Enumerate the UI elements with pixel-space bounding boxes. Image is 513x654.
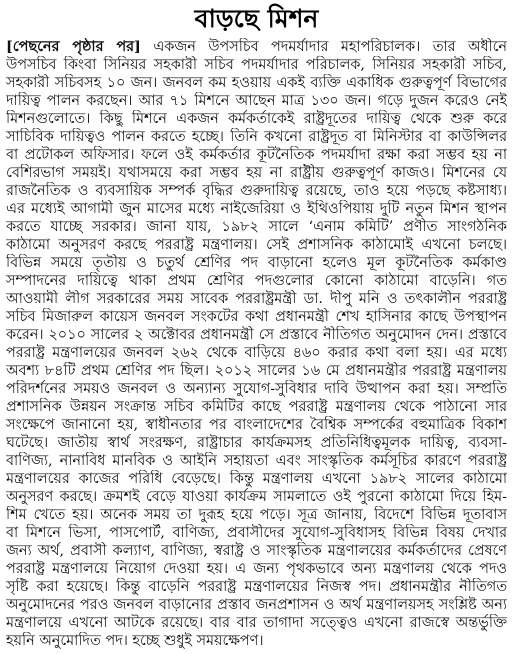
article-line	[6, 344, 507, 362]
article-line	[6, 416, 507, 434]
article-line	[6, 380, 507, 398]
article-line-text: সাচিবিক দায়িত্বও পালন করতে হচ্ছে। তিনি কখনো রাষ্ট্রদূত বা মিনিস্টার বা কাউন্সিলর	[6, 129, 507, 145]
article-line-text: এর মধ্যেই আগামী জুন মাসের মধ্যে নাইজেরিয়া ও ইথিওপিয়ায় দুটি নতুন মিশন স্থাপন	[6, 201, 507, 217]
article-line	[6, 542, 507, 560]
article-line	[6, 560, 507, 578]
article-line	[6, 164, 507, 182]
article-line-text: মন্ত্রণালয়ে এখনো আটকে রয়েছে। বার বার তাগাদা সত্ত্বেও এখনো রাজস্বে অন্তর্ভুক্তি	[6, 615, 507, 631]
article-line-text: দায়িত্ব পালন করছেন। আর ৭১ মিশনে আছেন মাত্র ১৩০ জন। গড়ে দুজন করেও নেই	[6, 93, 507, 109]
continuation-label: [পেছনের পৃষ্ঠার পর]	[6, 38, 141, 55]
article-line-text: করেন। ২০১০ সালের ২ অক্টোবর প্রধানমন্ত্রী সে প্রস্তাবে নীতিগত অনুমোদন দেন। প্রস্তাবে	[6, 327, 507, 343]
article-line-text: করতে যাচ্ছে সরকার। জানা যায়, ১৯৮২ সালে ‘এনাম কমিটি’ প্রণীত সাংগঠনিক	[6, 219, 507, 235]
article-line	[6, 326, 507, 344]
article-line-text: উপসচিব কিংবা সিনিয়র সহকারী সচিব পদমর্যাদার পরিচালক, সিনিয়র সহকারী সচিব,	[6, 57, 507, 73]
article-line	[6, 596, 507, 614]
article-line	[6, 524, 507, 542]
article-line-text: সম্পাদনের দায়িত্বে থাকা প্রথম শ্রেণির পদগুলোর কোনো কাঠামো বাড়েনি। গত	[6, 273, 507, 289]
article-line-text: সহকারী সচিবসহ ১০ জন। জনবল কম হওয়ায় একই ব্যক্তি একাধিক গুরুত্বপূর্ণ বিভাগের	[6, 75, 507, 91]
article-line-text: শিম খেতে হয়। অনেক সময় তা দুরূহ হয়ে পড়ে। সূত্র জানায়, বিদেশে বিভিন্ন দূতাবাস	[6, 507, 507, 523]
article-line	[6, 578, 507, 596]
article-line	[6, 74, 507, 92]
article-line-text: ঘটেছে। জাতীয় স্বার্থ সংরক্ষণ, রাষ্ট্রাচার কার্যক্রমসহ প্রতিনিধিত্বমূলক দায়িত্ব, ব্যবসা-	[6, 435, 507, 451]
article-line	[6, 434, 507, 452]
article-line-text: মন্ত্রণালয়ের কাজের পরিধি বেড়েছে। কিন্তু মন্ত্রণালয় এখনো ১৯৮২ সালের কাঠামো	[6, 471, 507, 487]
article-line	[6, 128, 507, 146]
article-line	[6, 362, 507, 380]
article-line	[6, 308, 507, 326]
article-line	[6, 272, 507, 290]
article-line	[6, 488, 507, 506]
article-line-text: সংক্ষেপে জানানো হয়, স্বাধীনতার পর বাংলাদেশের বৈশ্বিক সম্পর্কের বহুমাত্রিক বিকাশ	[6, 417, 507, 433]
article-line-text: বাণিজ্য, নানাবিধ মানবিক ও আইনি সহায়তা এবং সাংস্কৃতিক কর্মসূচির কারণে পররাষ্ট্র	[6, 453, 507, 469]
article-line-text: রাজনৈতিক ও ব্যবসায়িক সম্পর্ক বৃদ্ধির গুরুদায়িত্ব রয়েছে, তাও হয়ে পড়ছে কষ্টসাধ্য।	[6, 183, 507, 199]
article-line-text: বা মিশনে ভিসা, পাসপোর্ট, বাণিজ্য, প্রবাসীদের সুযোগ-সুবিধাসহ বিভিন্ন বিষয় দেখার	[6, 525, 507, 541]
article-line	[6, 236, 507, 254]
article-line	[6, 182, 507, 200]
article-line	[6, 218, 507, 236]
article-line-text: একজন উপসচিব পদমর্যাদার মহাপরিচালক। তার অধীনে	[153, 39, 507, 55]
article-line-text: অবশ্য ৮৪টি প্রথম শ্রেণির পদ ছিল। ২০১২ সালের ১৬ মে প্রধানমন্ত্রীর পররাষ্ট্র মন্ত্রণালয়	[6, 363, 507, 379]
article-line-text: জন্য অর্থ, প্রবাসী কল্যাণ, বাণিজ্য, স্বরাষ্ট্র ও সাংস্কৃতিক মন্ত্রণালয়ের কর্মকর্তাদের প্রেষণে	[6, 543, 507, 559]
article-line	[6, 200, 507, 218]
article-line-text: প্রশাসনিক উন্নয়ন সংক্রান্ত সচিব কমিটির কাছে পররাষ্ট্র মন্ত্রণালয় থেকে পাঠানো সার	[6, 399, 507, 415]
article-line-text: মিশনগুলোতে। কিছু মিশনে একজন কর্মকর্তাকেই রাষ্ট্রদূতের দায়িত্ব থেকে শুরু করে	[6, 111, 507, 127]
article-line-text: কাঠামো অনুসরণ করছে পররাষ্ট্র মন্ত্রণালয়। সেই প্রশাসনিক কাঠামোই এখনো চলছে।	[6, 237, 507, 253]
article-line	[6, 290, 507, 308]
article-line-text: সৃষ্টি করা হয়েছে। কিন্তু বাড়েনি পররাষ্ট্র মন্ত্রণালয়ের নিজস্ব পদ। প্রধানমন্ত্রীর নীতিগত	[6, 579, 507, 595]
article-line	[6, 110, 507, 128]
article-line-text: বেশিরভাগ সময়ই। যথাসময়ে করা সম্ভব হয় না রাষ্ট্রীয় গুরুত্বপূর্ণ কাজও। মিশনের যে	[6, 165, 507, 181]
article-line-text: বা প্রটোকল অফিসার। ফলে ওই কর্মকর্তার কূটনৈতিক পদমর্যাদা রক্ষা করা সম্ভব হয় না	[6, 147, 507, 163]
article-line	[6, 632, 507, 650]
article-line-text: বিভিন্ন সময়ে তৃতীয় ও চতুর্থ শ্রেণির পদ বাড়ানো হলেও মূল কূটনৈতিক কর্মকাণ্ড	[6, 255, 507, 271]
article-line	[6, 92, 507, 110]
article-body	[6, 38, 507, 654]
article-line-text: হয়নি অনুমোদিত পদ। হচ্ছে শুধুই সময়ক্ষেপণ।	[6, 633, 264, 649]
article-line-text: পররাষ্ট্র মন্ত্রণালয়ের জনবল ২৬২ থেকে বাড়িয়ে ৪৬০ করার কথা বলা হয়। এর মধ্যে	[6, 345, 507, 361]
article-title: বাড়ছে মিশন	[194, 4, 319, 33]
article-line	[6, 56, 507, 74]
article-line-text: অনুমোদনের পরও জনবল বাড়ানোর প্রস্তাব জনপ্রশাসন ও অর্থ মন্ত্রণালয়সহ সংশ্লিষ্ট অন্য	[6, 597, 507, 613]
article-line-text: আওয়ামী লীগ সরকারের সময় সাবেক পররাষ্ট্রমন্ত্রী ডা. দীপু মনি ও তৎকালীন পররাষ্ট্র	[6, 291, 507, 307]
article-line-text: পরিদর্শনের সময়ও জনবল ও অন্যান্য সুযোগ-সুবিধার দাবি উত্থাপন করা হয়। সম্প্রতি	[6, 381, 507, 397]
article-line	[6, 470, 507, 488]
article-line	[6, 38, 507, 56]
article-line	[6, 254, 507, 272]
article-line	[6, 452, 507, 470]
article-line	[6, 398, 507, 416]
article-line-text: অনুসরণ করছে। ক্রমশই বেড়ে যাওয়া কার্যক্রম সামলাতে ওই পুরনো কাঠামো দিয়ে হিম-	[6, 489, 507, 505]
article-line-text: পররাষ্ট্র মন্ত্রণালয়ে নিয়োগ দেওয়া হয়। এ জন্য পৃথকভাবে অন্য মন্ত্রণালয় থেকে পদও	[6, 561, 507, 577]
article-line	[6, 146, 507, 164]
article-line	[6, 614, 507, 632]
article-line-text: সচিব মিজারুল কায়েস জনবল সংকটের কথা প্রধানমন্ত্রী শেখ হাসিনার কাছে উপস্থাপন	[6, 309, 507, 325]
article-line	[6, 506, 507, 524]
